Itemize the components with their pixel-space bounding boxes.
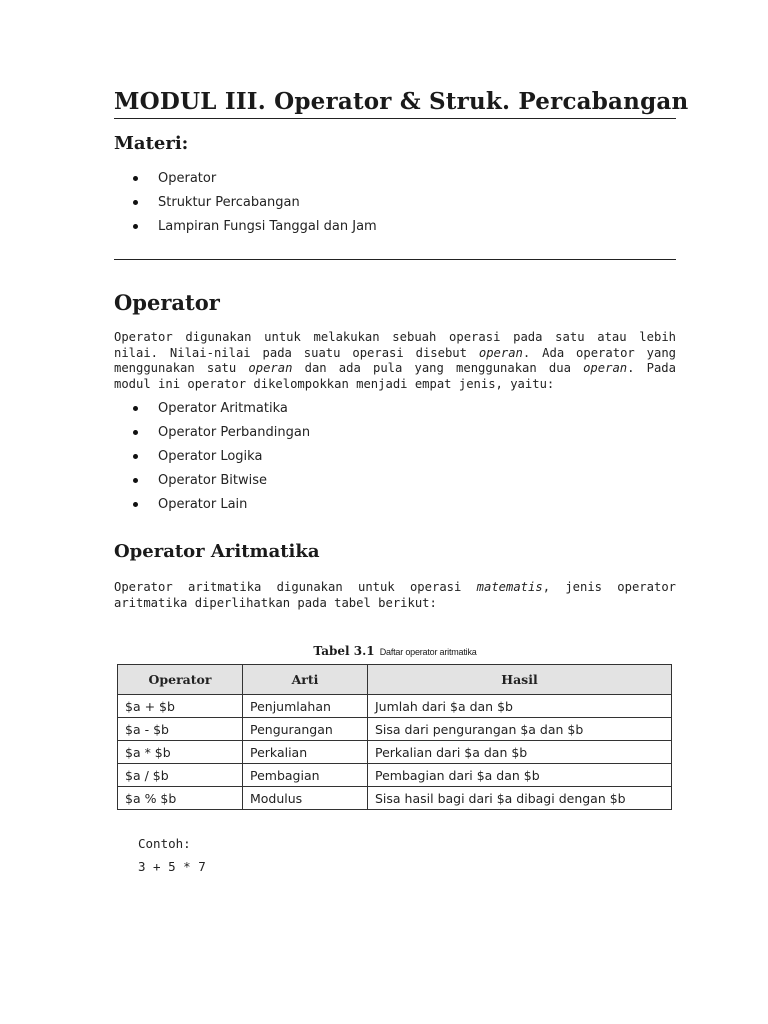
table-cell: Pembagian dari $a dan $b [368, 764, 672, 787]
table-row [118, 764, 672, 787]
column-header: Hasil [368, 665, 672, 695]
table-cell: Perkalian dari $a dan $b [368, 741, 672, 764]
table-cell: Jumlah dari $a dan $b [368, 695, 672, 718]
paragraph-line: menggunakan satu operan dan ada pula yang menggunakan dua operan. Pada [114, 361, 676, 376]
table-cell: Perkalian [243, 741, 368, 764]
paragraph-line: Operator digunakan untuk melakukan sebuah operasi pada satu atau lebih [114, 330, 676, 344]
table-row [118, 695, 672, 718]
list-item: Operator Lain [114, 496, 674, 520]
paragraph-line: modul ini operator dikelompokkan menjadi empat jenis, yaitu: [114, 376, 555, 391]
section-divider [114, 259, 676, 260]
list-item: Operator [114, 170, 674, 194]
arithmetic-operators-table [117, 664, 672, 810]
table-cell: $a * $b [118, 741, 243, 764]
table-cell: Modulus [243, 787, 368, 810]
table-cell: Sisa dari pengurangan $a dan $b [368, 718, 672, 741]
list-item: Operator Bitwise [114, 472, 674, 496]
operator-heading: Operator [114, 290, 220, 315]
caption-text: Daftar operator aritmatika [379, 647, 477, 657]
module-title: MODUL III. Operator & Struk. Percabangan [114, 88, 689, 115]
list-item: Operator Aritmatika [114, 400, 674, 424]
italic-term: operan [248, 361, 293, 376]
italic-term: operan [583, 361, 628, 376]
example-expression: 3 + 5 * 7 [138, 859, 206, 874]
table-cell: $a + $b [118, 695, 243, 718]
italic-term: matematis [476, 580, 543, 594]
materi-list [114, 170, 674, 242]
paragraph-line: nilai. Nilai-nilai pada suatu operasi disebut operan. Ada operator yang [114, 345, 676, 360]
example-label: Contoh: [138, 836, 191, 851]
column-header: Arti [243, 665, 368, 695]
table-row [118, 787, 672, 810]
operator-paragraph [114, 330, 676, 392]
table-header-row [118, 665, 672, 695]
list-item: Operator Perbandingan [114, 424, 674, 448]
list-item: Operator Logika [114, 448, 674, 472]
table-cell: Pembagian [243, 764, 368, 787]
table-row [118, 718, 672, 741]
paragraph-line: aritmatika diperlihatkan pada tabel berikut: [114, 595, 437, 610]
table-cell: $a - $b [118, 718, 243, 741]
table-cell: Sisa hasil bagi dari $a dibagi dengan $b [368, 787, 672, 810]
italic-term: operan [478, 345, 523, 360]
list-item: Struktur Percabangan [114, 194, 674, 218]
table-cell: $a % $b [118, 787, 243, 810]
list-item: Lampiran Fungsi Tanggal dan Jam [114, 218, 674, 242]
operator-types-list [114, 400, 674, 520]
table-caption [114, 640, 676, 659]
aritmatika-heading: Operator Aritmatika [114, 541, 320, 562]
table-cell: $a / $b [118, 764, 243, 787]
aritmatika-paragraph [114, 580, 676, 611]
caption-number: Tabel 3.1 [313, 644, 375, 658]
table-cell: Penjumlahan [243, 695, 368, 718]
paragraph-line: Operator aritmatika digunakan untuk operasi matematis, jenis operator [114, 580, 676, 594]
materi-heading: Materi: [114, 133, 189, 154]
table-row [118, 741, 672, 764]
title-underline [114, 118, 676, 119]
table-cell: Pengurangan [243, 718, 368, 741]
column-header: Operator [118, 665, 243, 695]
